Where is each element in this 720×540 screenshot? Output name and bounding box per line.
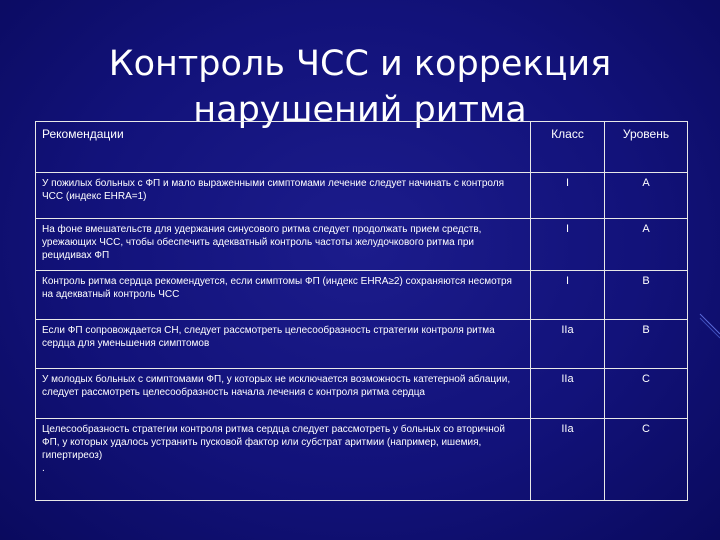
table-row — [36, 320, 688, 369]
recommendation-text: У пожилых больных с ФП и мало выраженными симптомами лечение следует начинать с контроля ЧСС (индекс EHRA=1) — [36, 173, 531, 219]
recommendation-text: На фоне вмешательств для удержания синусового ритма следует продолжать прием средств, урежающих ЧСС, чтобы обеспечить адекватный контроль частоты желудочкового ритма при рецидивах ФП — [36, 219, 531, 271]
table-row — [36, 219, 688, 271]
recommendation-text: У молодых больных с симптомами ФП, у которых не исключается возможность катетерной аблации, следует рассмотреть целесообразность начала лечения с контроля ритма сердца — [36, 369, 531, 419]
slide-title — [0, 41, 720, 133]
recommendation-level: A — [605, 173, 688, 219]
recommendation-class: IIa — [531, 369, 605, 419]
recommendation-class: I — [531, 271, 605, 320]
recommendation-class: IIa — [531, 320, 605, 369]
recommendation-text: Целесообразность стратегии контроля ритма сердца следует рассмотреть у больных со вторичной ФП, у которых удалось устранить пусковой фактор или субстрат аритмии (например, ишемия, гипертиреоз) — [42, 424, 505, 461]
slide-title-line-1: Контроль ЧСС и коррекция — [108, 44, 612, 85]
table-row — [36, 419, 688, 501]
slide-title-line-2: нарушений ритма — [193, 90, 527, 131]
recommendation-text: Если ФП сопровождается СН, следует рассмотреть целесообразность стратегии контроля ритма сердца для уменьшения симптомов — [36, 320, 531, 369]
recommendation-level: C — [605, 419, 688, 501]
header-recommendations: Рекомендации — [36, 122, 531, 173]
table-header-row — [36, 122, 688, 173]
recommendation-level: B — [605, 271, 688, 320]
recommendation-level: A — [605, 219, 688, 271]
recommendations-table — [35, 121, 688, 501]
table-row — [36, 369, 688, 419]
recommendation-text-cell — [36, 419, 531, 501]
table-row — [36, 271, 688, 320]
recommendation-class: IIa — [531, 419, 605, 501]
recommendation-class: I — [531, 173, 605, 219]
recommendation-extra-mark: . — [42, 463, 45, 474]
decorative-lines — [698, 300, 720, 360]
header-class: Класс — [531, 122, 605, 173]
recommendation-level: C — [605, 369, 688, 419]
header-level: Уровень — [605, 122, 688, 173]
recommendation-level: B — [605, 320, 688, 369]
recommendation-text: Контроль ритма сердца рекомендуется, если симптомы ФП (индекс EHRA≥2) сохраняются несмотря на адекватный контроль ЧСС — [36, 271, 531, 320]
recommendation-class: I — [531, 219, 605, 271]
table-row — [36, 173, 688, 219]
